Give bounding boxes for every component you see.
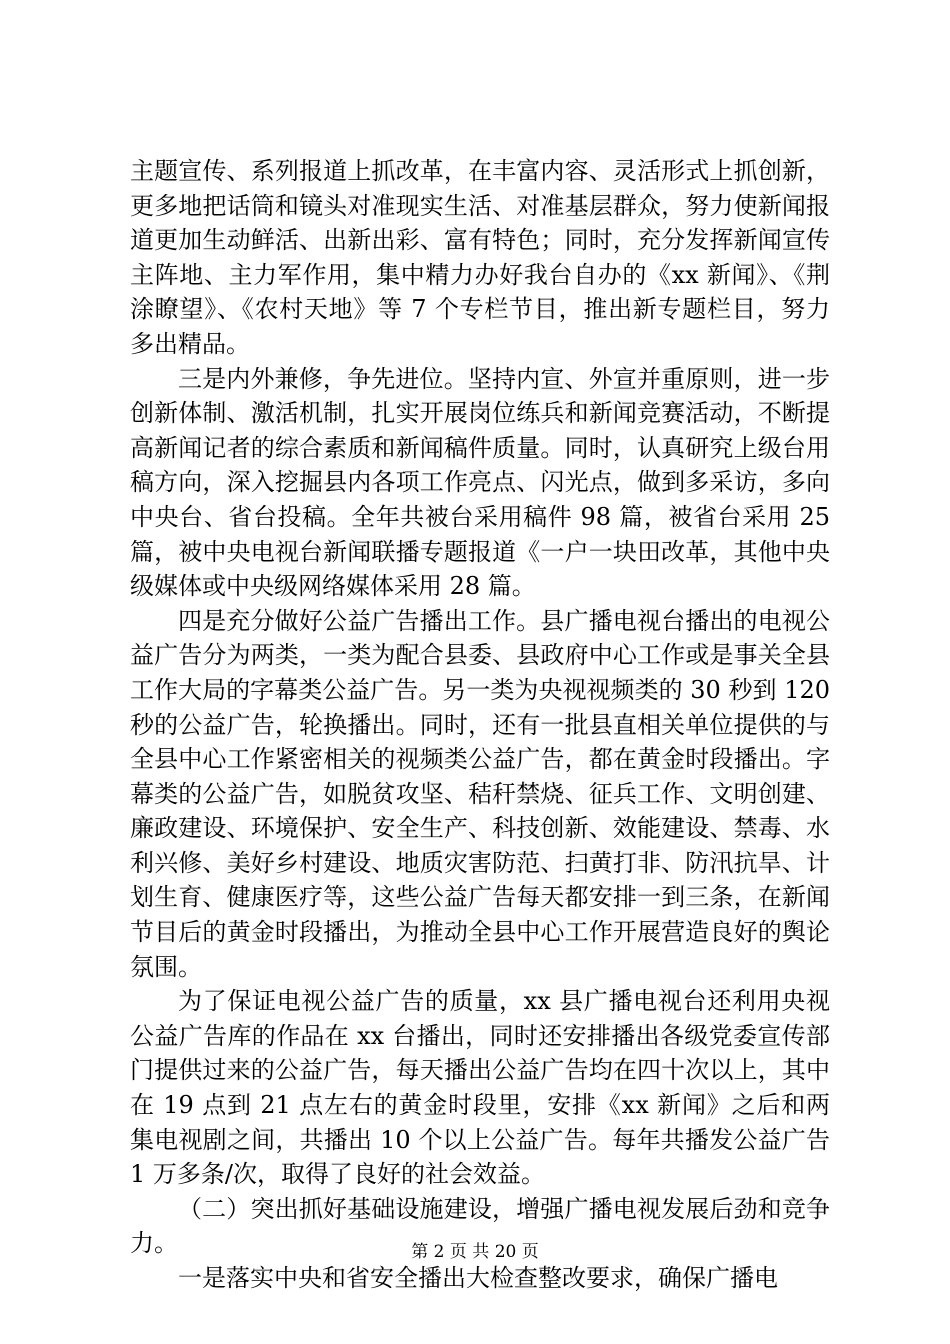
- document-body: [130, 154, 830, 1296]
- paragraph-1: 主题宣传、系列报道上抓改革，在丰富内容、灵活形式上抓创新，更多地把话筒和镜头对准现实生活、对准基层群众，努力使新闻报道更加生动鲜活、出新出彩、富有特色；同时，充分发挥新闻宣传主阵地、主力军作用，集中精力办好我台自办的《xx 新闻》、《荆涂瞭望》、《农村天地》等 7 个专栏节目，推出新专题栏目，努力多出精品。: [130, 157, 830, 358]
- paragraph-6: 一是落实中央和省安全播出大检查整改要求，确保广播电: [178, 1264, 778, 1292]
- section-heading: （二）突出抓好基础设施建设，增强广播电视发展后劲和竞争力。: [130, 1194, 830, 1258]
- page-number-footer: 第 2 页 共 20 页: [411, 1242, 539, 1262]
- paragraph-4: 为了保证电视公益广告的质量，xx 县广播电视台还利用央视公益广告库的作品在 xx 台播出，同时还安排播出各级党委宣传部门提供过来的公益广告，每天播出公益广告均在四十次以上，其中在 19 点到 21 点左右的黄金时段里，安排《xx 新闻》之后和两集电视剧之间，共播出 10 个以上公益广告。每年共播发公益广告 1 万多条/次，取得了良好的社会效益。: [130, 987, 830, 1189]
- paragraph-2: 三是内外兼修，争先进位。坚持内宣、外宣并重原则，进一步创新体制、激活机制，扎实开展岗位练兵和新闻竞赛活动，不断提高新闻记者的综合素质和新闻稿件质量。同时，认真研究上级台用稿方向，深入挖掘县内各项工作亮点、闪光点，做到多采访，多向中央台、省台投稿。全年共被台采用稿件 98 篇，被省台采用 25 篇，被中央电视台新闻联播专题报道《一户一块田改革，其他中央级媒体或中央级网络媒体采用 28 篇。: [130, 364, 830, 601]
- paragraph-3: 四是充分做好公益广告播出工作。县广播电视台播出的电视公益广告分为两类，一类为配合县委、县政府中心工作或是事关全县工作大局的字幕类公益广告。另一类为央视视频类的 30 秒到 120 秒的公益广告，轮换播出。同时，还有一批县直相关单位提供的与全县中心工作紧密相关的视频类公益广告，都在黄金时段播出。字幕类的公益广告，如脱贫攻坚、秸秆禁烧、征兵工作、文明创建、廉政建设、环境保护、安全生产、科技创新、效能建设、禁毒、水利兴修、美好乡村建设、地质灾害防范、扫黄打非、防汛抗旱、计划生育、健康医疗等，这些公益广告每天都安排一到三条，在新闻节目后的黄金时段播出，为推动全县中心工作开展营造良好的舆论氛围。: [130, 606, 830, 981]
